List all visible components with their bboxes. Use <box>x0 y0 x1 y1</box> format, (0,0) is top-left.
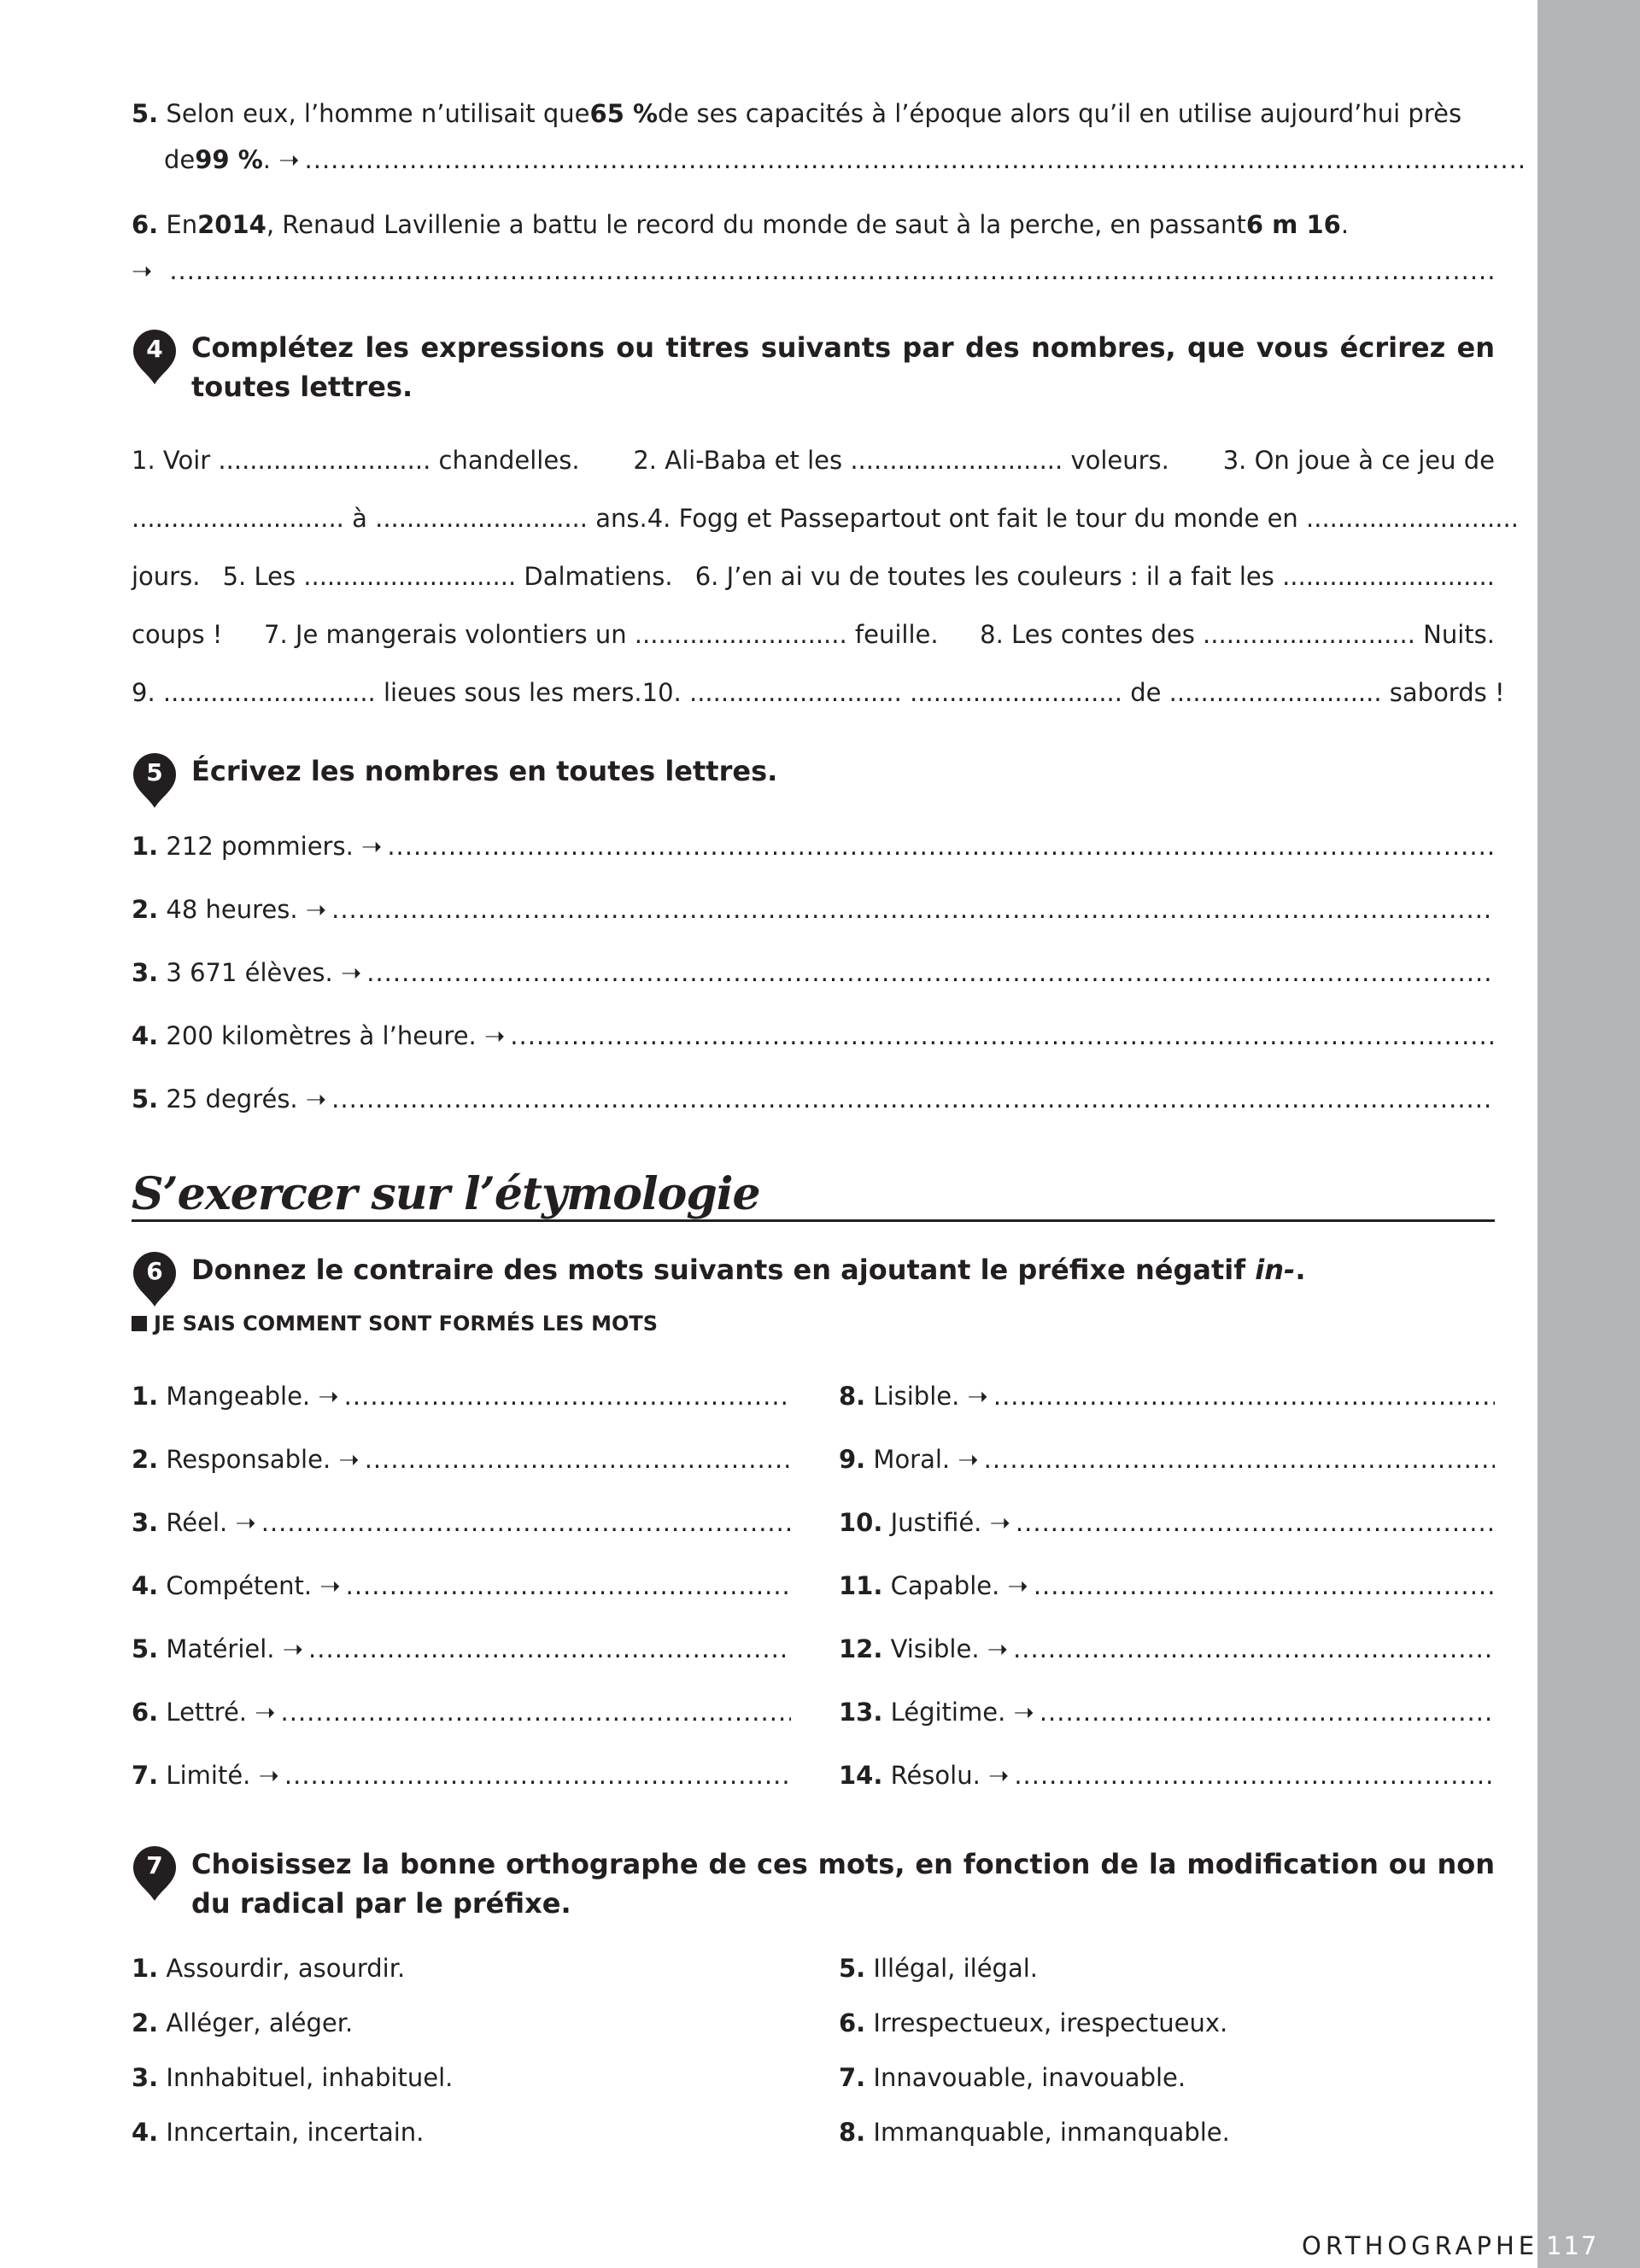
answer-line[interactable] <box>346 1571 791 1600</box>
item-text: Innavouable, inavouable. <box>873 2063 1186 2092</box>
skill-tag <box>132 1312 658 1336</box>
fill-text: 10. ........................... ........................... de ........................... sabords ! <box>641 678 1505 707</box>
answer-line[interactable] <box>308 1634 791 1663</box>
exercise-4-heading <box>132 328 1495 406</box>
item-text: Réel. ➝ <box>166 1508 256 1537</box>
item-number: 8. <box>839 1382 866 1411</box>
item-text: Lisible. ➝ <box>873 1382 988 1411</box>
item-number: 3. <box>132 1508 159 1537</box>
answer-line[interactable] <box>1034 1571 1495 1600</box>
item-text: , Renaud Lavillenie a battu le record du monde de saut à la perche, en passant <box>266 210 1246 239</box>
item-number-value: 6 m 16 <box>1245 210 1341 239</box>
item-number: 2. <box>132 1445 159 1474</box>
ex6-item <box>839 1508 1495 1537</box>
ex6-item <box>839 1698 1495 1727</box>
ex5-item <box>132 1084 1495 1114</box>
item-text: 212 pommiers. ➝ <box>166 832 383 861</box>
exercise-instruction: Écrivez les nombres en toutes lettres. <box>191 755 778 787</box>
fill-text: 3. On joue à ce jeu de <box>1222 446 1495 475</box>
item-number-value: 65 % <box>589 99 659 128</box>
ex6-item <box>839 1634 1495 1663</box>
ex6-item <box>132 1761 791 1790</box>
item-text: Illégal, ilégal. <box>873 1954 1039 1983</box>
exercise-number: 5 <box>146 758 163 786</box>
item-number: 14. <box>839 1761 883 1790</box>
exercise-instruction: Choisissez la bonne orthographe de ces mots, en fonction de la modification ou non du radical par le préfixe. <box>191 1848 1495 1920</box>
exercise-7-heading <box>132 1844 1495 1923</box>
ex4-line-1 <box>132 446 1495 475</box>
ex3-item-5-line2 <box>132 145 1527 174</box>
skill-label: JE SAIS COMMENT SONT FORMÉS LES MOTS <box>154 1312 659 1336</box>
ex7-item <box>839 2118 1495 2147</box>
item-text: Moral. ➝ <box>873 1445 979 1474</box>
answer-line[interactable] <box>169 256 1495 285</box>
item-number: 4. <box>132 1021 159 1050</box>
ex5-item <box>132 832 1495 861</box>
item-number: 5. <box>132 99 159 128</box>
section-heading <box>132 1168 1495 1222</box>
answer-line[interactable] <box>1016 1508 1495 1537</box>
answer-line[interactable] <box>984 1445 1495 1474</box>
item-number: 10. <box>839 1508 883 1537</box>
item-number-value: 2014 <box>197 210 266 239</box>
answer-line[interactable] <box>1014 1761 1495 1790</box>
answer-line[interactable] <box>365 1445 791 1474</box>
answer-line[interactable] <box>1040 1698 1495 1727</box>
item-text: Selon eux, l’homme n’utilisait que <box>166 99 590 128</box>
ex4-line-3 <box>132 562 1495 591</box>
answer-line[interactable] <box>1013 1634 1495 1663</box>
item-text: Alléger, aléger. <box>166 2008 354 2037</box>
item-text: Justifié. ➝ <box>890 1508 1010 1537</box>
answer-line[interactable] <box>331 1084 1495 1114</box>
item-number: 4. <box>132 1571 159 1600</box>
item-number: 1. <box>132 832 159 861</box>
item-text: de ses capacités à l’époque alors qu’il en utilise aujourd’hui près <box>658 99 1462 128</box>
ex7-item <box>132 2008 791 2037</box>
exercise-number: 7 <box>146 1851 163 1879</box>
ex4-line-4 <box>132 620 1495 649</box>
footer-section-label: ORTHOGRAPHE <box>1302 2231 1539 2260</box>
exercise-number: 4 <box>146 335 163 363</box>
item-text: . <box>1340 210 1350 239</box>
ex7-item <box>839 2008 1495 2037</box>
item-number: 11. <box>839 1571 883 1600</box>
answer-line[interactable] <box>993 1382 1495 1411</box>
item-text: de <box>164 145 196 174</box>
ex3-item-5-line1 <box>132 99 1495 128</box>
ex6-item <box>132 1571 791 1600</box>
item-number: 6. <box>132 1698 159 1727</box>
item-text: Compétent. ➝ <box>166 1571 341 1600</box>
fill-text: ........................... à ........................... ans. <box>132 504 647 533</box>
item-text: En <box>166 210 198 239</box>
ex6-item <box>132 1634 791 1663</box>
page-number: 117 <box>1546 2231 1599 2260</box>
item-number-value: 99 % <box>195 145 263 174</box>
item-text: Assourdir, asourdir. <box>166 1954 406 1983</box>
item-text: Mangeable. ➝ <box>166 1382 339 1411</box>
instruction-emphasis: in- <box>1255 1254 1296 1286</box>
item-number: 13. <box>839 1698 883 1727</box>
ex7-item <box>132 2063 791 2092</box>
item-text: 200 kilomètres à l’heure. ➝ <box>166 1021 506 1050</box>
ex6-item <box>839 1571 1495 1600</box>
item-number: 1. <box>132 1954 159 1983</box>
exercise-number-badge <box>132 330 178 376</box>
item-text: 3 671 élèves. ➝ <box>166 958 362 987</box>
ex5-item <box>132 958 1495 987</box>
answer-line[interactable] <box>261 1508 791 1537</box>
answer-line[interactable] <box>281 1698 791 1727</box>
item-number: 2. <box>132 2008 159 2037</box>
item-number: 12. <box>839 1634 883 1663</box>
ex4-line-2 <box>132 504 1519 533</box>
ex3-item-6-line2 <box>132 256 1495 285</box>
item-number: 6. <box>839 2008 866 2037</box>
answer-line[interactable] <box>510 1021 1495 1050</box>
ex7-item <box>132 1954 791 1983</box>
ex6-item <box>839 1445 1495 1474</box>
item-text: Résolu. ➝ <box>890 1761 1010 1790</box>
fill-text: 4. Fogg et Passepartout ont fait le tour du monde en ........................... <box>647 504 1519 533</box>
fill-text: 7. Je mangerais volontiers un ........................... feuille. <box>264 620 939 649</box>
fill-text: 9. ........................... lieues sous les mers. <box>132 678 642 707</box>
item-text: Lettré. ➝ <box>166 1698 276 1727</box>
fill-text: 8. Les contes des ........................... Nuits. <box>980 620 1495 649</box>
instruction-text: . <box>1295 1254 1306 1286</box>
answer-line[interactable] <box>331 895 1495 924</box>
item-text: Responsable. ➝ <box>166 1445 360 1474</box>
item-text: Inncertain, incertain. <box>166 2118 425 2147</box>
item-number: 8. <box>839 2118 866 2147</box>
ex3-item-6-line1 <box>132 210 1495 239</box>
item-number: 7. <box>132 1761 159 1790</box>
item-number: 7. <box>839 2063 866 2092</box>
ex7-item <box>132 2118 791 2147</box>
item-text: 25 degrés. ➝ <box>166 1084 327 1114</box>
item-number: 5. <box>132 1084 159 1114</box>
ex6-item <box>132 1382 791 1411</box>
item-number: 5. <box>839 1954 866 1983</box>
ex6-item <box>132 1508 791 1537</box>
exercise-number-badge <box>132 753 178 799</box>
ex7-item <box>839 2063 1495 2092</box>
item-number: 1. <box>132 1382 159 1411</box>
item-text: Matériel. ➝ <box>166 1634 304 1663</box>
item-number: 4. <box>132 2118 159 2147</box>
item-number: 5. <box>132 1634 159 1663</box>
item-text: Visible. ➝ <box>890 1634 1009 1663</box>
item-number: 3. <box>132 958 159 987</box>
exercise-instruction: Complétez les expressions ou titres suivants par des nombres, que vous écrirez en toutes lettres. <box>191 331 1495 403</box>
item-text: Capable. ➝ <box>890 1571 1028 1600</box>
ex6-item <box>839 1761 1495 1790</box>
item-text: Irrespectueux, irespectueux. <box>873 2008 1228 2037</box>
ex7-item <box>839 1954 1495 1983</box>
exercise-number-badge <box>132 1846 178 1892</box>
fill-text: coups ! <box>132 620 223 649</box>
ex5-item <box>132 895 1495 924</box>
fill-text: jours. <box>132 562 201 591</box>
answer-line[interactable] <box>284 1761 791 1790</box>
ex6-item <box>132 1445 791 1474</box>
ex4-line-5 <box>132 678 1505 707</box>
answer-line[interactable] <box>387 832 1495 861</box>
answer-line[interactable] <box>366 958 1495 987</box>
item-text: Limité. ➝ <box>166 1761 279 1790</box>
item-text: . ➝ <box>262 145 300 174</box>
item-text: 48 heures. ➝ <box>166 895 327 924</box>
arrow-icon: ➝ <box>132 256 153 285</box>
ex6-item <box>132 1698 791 1727</box>
fill-text: 2. Ali-Baba et les ........................... voleurs. <box>633 446 1169 475</box>
item-text: Innhabituel, inhabituel. <box>166 2063 454 2092</box>
exercise-instruction <box>191 1250 1495 1289</box>
section-title: S’exercer sur l’étymologie <box>132 1168 760 1220</box>
answer-line[interactable] <box>305 145 1527 174</box>
item-number: 3. <box>132 2063 159 2092</box>
item-text: Immanquable, inmanquable. <box>873 2118 1230 2147</box>
item-number: 2. <box>132 895 159 924</box>
fill-text: 6. J’en ai vu de toutes les couleurs : il a fait les ........................... <box>694 562 1495 591</box>
exercise-number-badge <box>132 1252 178 1298</box>
exercise-5-heading <box>132 751 1495 791</box>
ex6-item <box>839 1382 1495 1411</box>
exercise-number: 6 <box>146 1257 163 1285</box>
item-text: Légitime. ➝ <box>890 1698 1034 1727</box>
exercise-6-heading <box>132 1250 1495 1289</box>
ex5-item <box>132 1021 1495 1050</box>
instruction-text: Donnez le contraire des mots suivants en ajoutant le préfixe négatif <box>191 1254 1256 1286</box>
answer-line[interactable] <box>344 1382 791 1411</box>
square-bullet-icon <box>132 1316 147 1331</box>
item-number: 9. <box>839 1445 866 1474</box>
page-edge-band <box>1538 0 1640 2268</box>
item-number: 6. <box>132 210 159 239</box>
fill-text: 1. Voir ........................... chandelles. <box>132 446 580 475</box>
fill-text: 5. Les ........................... Dalmatiens. <box>222 562 673 591</box>
